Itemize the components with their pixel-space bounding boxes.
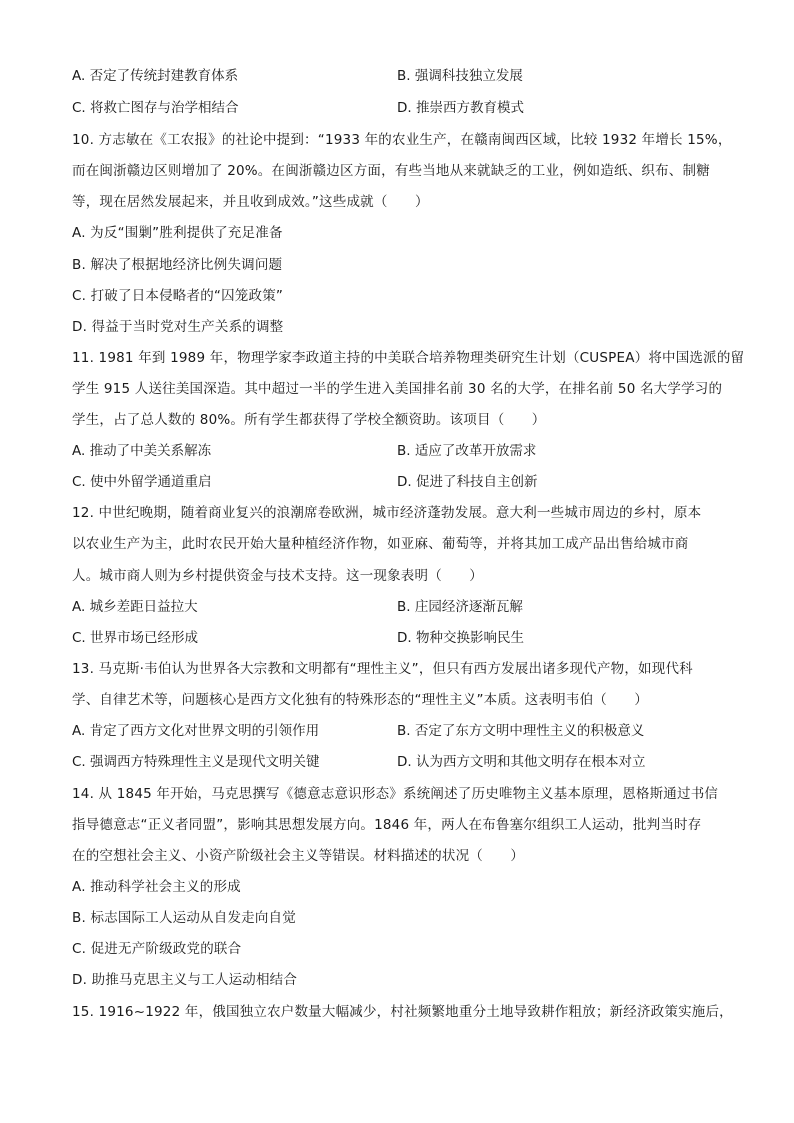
q11-option-c[interactable]: C. 使中外留学通道重启 xyxy=(72,474,212,490)
q15-stem-line-1: 15. 1916~1922 年，俄国独立农户数量大幅减少，村社频繁地重分土地导致耕作粗放；新经济政策实施后， xyxy=(72,1004,733,1020)
q11-options-row-2 xyxy=(72,472,722,492)
q12-option-d[interactable]: D. 物种交换影响民生 xyxy=(397,630,524,646)
q11-option-d[interactable]: D. 促进了科技自主创新 xyxy=(397,474,538,490)
q14-option-b[interactable]: B. 标志国际工人运动从自发走向自觉 xyxy=(72,910,296,926)
q10-option-d[interactable]: D. 得益于当时党对生产关系的调整 xyxy=(72,319,284,335)
q13-options-row-2 xyxy=(72,752,722,772)
q11-stem-line-2: 学生 915 人送往美国深造。其中超过一半的学生进入美国排名前 30 名的大学，在排名前 50 名大学学习的 xyxy=(72,381,723,397)
q9-option-b[interactable]: B. 强调科技独立发展 xyxy=(397,68,523,84)
q13-stem-line-1: 13. 马克斯·韦伯认为世界各大宗教和文明都有“理性主义”，但只有西方发展出诸多现代产物，如现代科 xyxy=(72,661,693,677)
q13-option-d[interactable]: D. 认为西方文明和其他文明存在根本对立 xyxy=(397,754,646,770)
q10-option-b[interactable]: B. 解决了根据地经济比例失调问题 xyxy=(72,257,283,273)
q10-stem-line-1: 10. 方志敏在《工农报》的社论中提到：“1933 年的农业生产，在赣南闽西区域，比较 1932 年增长 15%， xyxy=(72,132,732,148)
q14-option-a[interactable]: A. 推动科学社会主义的形成 xyxy=(72,879,241,895)
q10-option-c[interactable]: C. 打破了日本侵略者的“囚笼政策” xyxy=(72,288,284,304)
q9-options-row-1 xyxy=(72,66,722,86)
q9-option-c[interactable]: C. 将救亡图存与治学相结合 xyxy=(72,100,239,116)
q12-option-a[interactable]: A. 城乡差距日益拉大 xyxy=(72,599,198,615)
q13-options-row-1 xyxy=(72,721,722,741)
q12-stem-line-3: 人。城市商人则为乡村提供资金与技术支持。这一现象表明（ ） xyxy=(72,568,483,584)
q10-stem-line-3: 等，现在居然发展起来，并且收到成效。”这些成就（ ） xyxy=(72,194,429,210)
q12-options-row-1 xyxy=(72,597,722,617)
q11-options-row-1 xyxy=(72,441,722,461)
q12-options-row-2 xyxy=(72,628,722,648)
q9-option-d[interactable]: D. 推崇西方教育模式 xyxy=(397,100,524,116)
q11-stem-line-1: 11. 1981 年到 1989 年，物理学家李政道主持的中美联合培养物理类研究生计划（CUSPEA）将中国选派的留 xyxy=(72,350,745,366)
q13-option-b[interactable]: B. 否定了东方文明中理性主义的积极意义 xyxy=(397,723,645,739)
q14-stem-line-1: 14. 从 1845 年开始，马克思撰写《德意志意识形态》系统阐述了历史唯物主义基本原理，恩格斯通过书信 xyxy=(72,786,719,802)
q12-option-b[interactable]: B. 庄园经济逐渐瓦解 xyxy=(397,599,523,615)
q13-stem-line-2: 学、自律艺术等，问题核心是西方文化独有的特殊形态的“理性主义”本质。这表明韦伯（ ） xyxy=(72,692,649,708)
q12-stem-line-2: 以农业生产为主，此时农民开始大量种植经济作物，如亚麻、葡萄等，并将其加工成产品出售给城市商 xyxy=(72,536,689,552)
q14-stem-line-2: 指导德意志“正义者同盟”，影响其思想发展方向。1846 年，两人在布鲁塞尔组织工人运动，批判当时存 xyxy=(72,817,702,833)
q10-option-a[interactable]: A. 为反“围剿”胜利提供了充足准备 xyxy=(72,225,283,241)
q12-option-c[interactable]: C. 世界市场已经形成 xyxy=(72,630,199,646)
q9-options-row-2 xyxy=(72,98,722,118)
q9-option-a[interactable]: A. 否定了传统封建教育体系 xyxy=(72,68,239,84)
q14-stem-line-3: 在的空想社会主义、小资产阶级社会主义等错误。材料描述的状况（ ） xyxy=(72,848,525,864)
q11-option-b[interactable]: B. 适应了改革开放需求 xyxy=(397,443,537,459)
q13-option-c[interactable]: C. 强调西方特殊理性主义是现代文明关键 xyxy=(72,754,320,770)
q11-option-a[interactable]: A. 推动了中美关系解冻 xyxy=(72,443,212,459)
q14-option-c[interactable]: C. 促进无产阶级政党的联合 xyxy=(72,941,242,957)
q10-stem-line-2: 而在闽浙赣边区则增加了 20%。在闽浙赣边区方面，有些当地从来就缺乏的工业，例如造纸、织布、制糖 xyxy=(72,163,710,179)
q12-stem-line-1: 12. 中世纪晚期，随着商业复兴的浪潮席卷欧洲，城市经济蓬勃发展。意大利一些城市周边的乡村，原本 xyxy=(72,505,702,521)
q14-option-d[interactable]: D. 助推马克思主义与工人运动相结合 xyxy=(72,972,298,988)
q11-stem-line-3: 学生，占了总人数的 80%。所有学生都获得了学校全额资助。该项目（ ） xyxy=(72,412,546,428)
q13-option-a[interactable]: A. 肯定了西方文化对世界文明的引领作用 xyxy=(72,723,320,739)
